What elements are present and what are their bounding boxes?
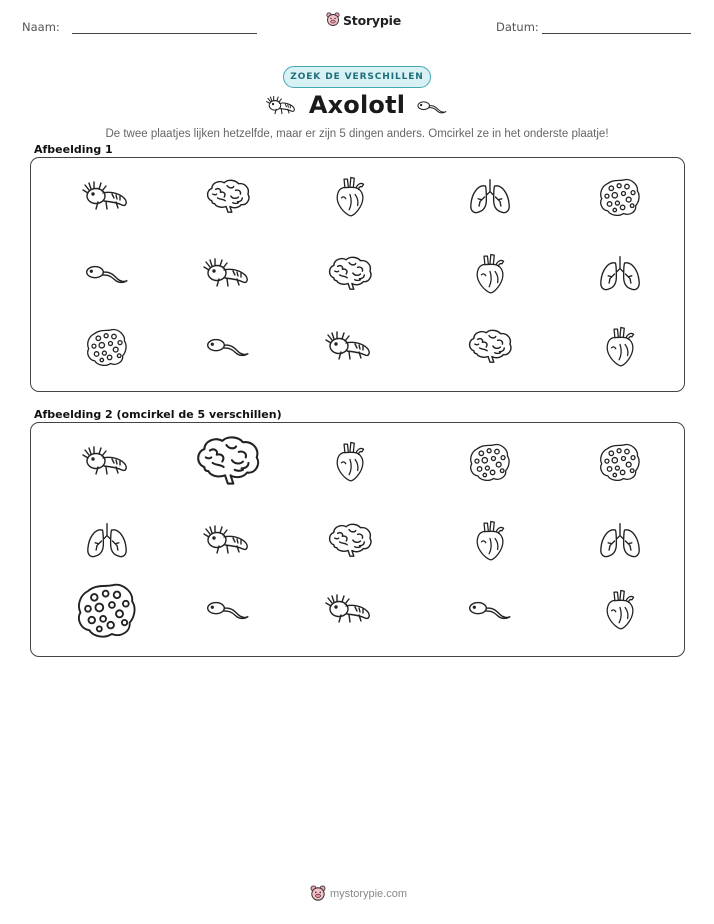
tadpole-icon[interactable] xyxy=(466,598,514,622)
tadpole-icon[interactable] xyxy=(204,598,252,622)
brain-icon xyxy=(326,255,374,293)
pig-mascot-icon xyxy=(326,12,340,28)
footer-url: mystorypie.com xyxy=(330,888,408,900)
page-title: Axolotl xyxy=(308,91,406,119)
picture2-label: Afbeelding 2 (omcirkel de 5 verschillen) xyxy=(34,408,282,421)
brand-logo xyxy=(326,12,401,28)
heart-icon[interactable] xyxy=(333,440,367,484)
tadpole-title-icon xyxy=(416,98,448,120)
lungs-icon xyxy=(597,254,643,294)
egg-cluster-icon[interactable] xyxy=(598,442,642,482)
heart-icon[interactable] xyxy=(603,588,637,632)
heart-icon xyxy=(333,175,367,219)
axolotl-icon xyxy=(325,330,375,364)
instructions-text: De twee plaatjes lijken hetzelfde, maar er zijn 5 dingen anders. Omcirkel ze in het onderste plaatje! xyxy=(105,128,609,140)
activity-badge: ZOEK DE VERSCHILLEN xyxy=(283,66,431,88)
egg-cluster-icon[interactable] xyxy=(468,442,512,482)
brain-icon xyxy=(466,328,514,366)
date-label: Datum: xyxy=(496,20,539,34)
heart-icon[interactable] xyxy=(473,519,507,563)
footer xyxy=(310,885,407,903)
axolotl-icon[interactable] xyxy=(203,524,253,558)
lungs-icon[interactable] xyxy=(84,521,130,561)
axolotl-title-icon xyxy=(266,95,298,121)
heart-icon xyxy=(603,325,637,369)
egg-cluster-icon[interactable] xyxy=(75,581,139,639)
egg-cluster-icon xyxy=(598,177,642,217)
brand-name: Storypie xyxy=(343,12,401,28)
brain-icon xyxy=(204,178,252,216)
axolotl-icon[interactable] xyxy=(325,593,375,627)
axolotl-icon[interactable] xyxy=(82,445,132,479)
lungs-icon[interactable] xyxy=(597,521,643,561)
pig-mascot-icon xyxy=(310,885,326,903)
tadpole-icon xyxy=(83,262,131,286)
egg-cluster-icon xyxy=(85,327,129,367)
name-label: Naam: xyxy=(22,20,60,34)
axolotl-icon xyxy=(82,180,132,214)
picture1-label: Afbeelding 1 xyxy=(34,143,113,156)
axolotl-icon xyxy=(203,257,253,291)
lungs-icon xyxy=(467,177,513,217)
name-field-line[interactable] xyxy=(72,33,257,34)
brain-icon[interactable] xyxy=(326,522,374,560)
date-field-line[interactable] xyxy=(542,33,691,34)
heart-icon xyxy=(473,252,507,296)
brain-icon[interactable] xyxy=(193,434,263,489)
tadpole-icon xyxy=(204,335,252,359)
